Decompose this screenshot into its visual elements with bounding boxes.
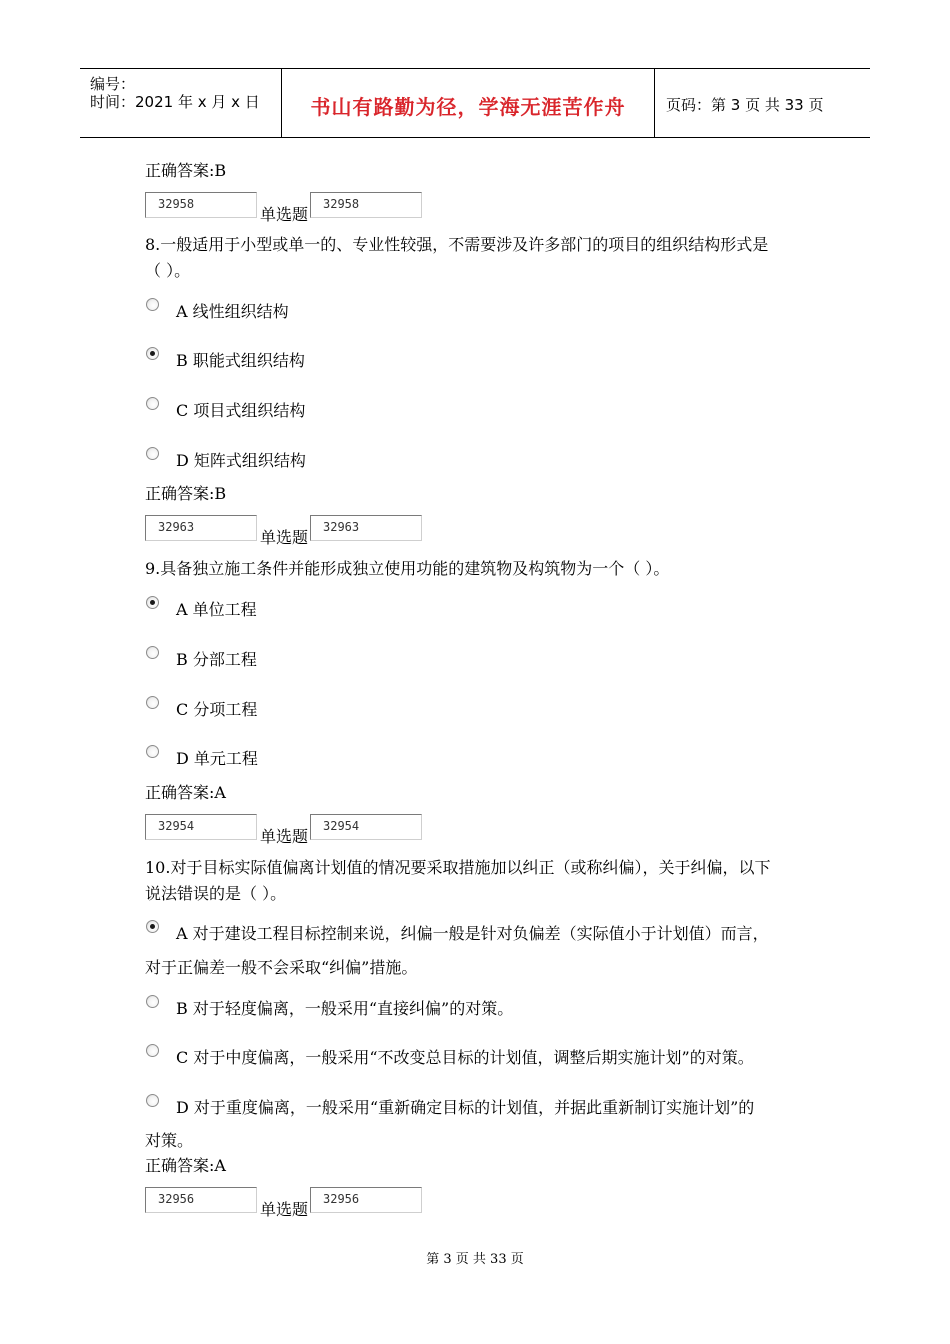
q8-option-b-label: B 职能式组织结构 xyxy=(176,351,305,370)
q7-type-label: 单选题 xyxy=(260,205,309,224)
q9-option-b-radio[interactable] xyxy=(146,646,159,659)
page-footer: 第 3 页 共 33 页 xyxy=(426,1252,524,1267)
q10-stem-cont: 说法错误的是（ ）。 xyxy=(145,884,287,903)
header-page-info: 页码：第 3 页 共 33 页 xyxy=(666,96,824,114)
q10-option-a-radio[interactable] xyxy=(146,920,159,933)
q10-option-b-radio[interactable] xyxy=(146,995,159,1008)
q8-id-field[interactable]: 32963 xyxy=(145,515,257,541)
q10-option-c-radio[interactable] xyxy=(146,1044,159,1057)
q7-id-field[interactable]: 32958 xyxy=(145,192,257,218)
q8-option-a-radio[interactable] xyxy=(146,298,159,311)
q10-type-label: 单选题 xyxy=(260,1200,309,1219)
q10-option-d-label: D 对于重度偏离，一般采用“重新确定目标的计划值，并据此重新制订实施计划”的 xyxy=(176,1098,755,1117)
q10-option-a-label: A 对于建设工程目标控制来说，纠偏一般是针对负偏差（实际值小于计划值）而言， xyxy=(176,924,769,943)
q9-correct-answer: 正确答案:A xyxy=(145,783,226,802)
q10-stem: 10.对于目标实际值偏离计划值的情况要采取措施加以纠正（或称纠偏），关于纠偏，以下 xyxy=(145,858,771,877)
q8-correct-answer: 正确答案:B xyxy=(145,484,227,503)
q9-id-field[interactable]: 32954 xyxy=(145,814,257,840)
q9-option-d-label: D 单元工程 xyxy=(176,749,258,768)
page-header xyxy=(80,68,870,138)
q10-option-d-radio[interactable] xyxy=(146,1094,159,1107)
q8-option-b-radio[interactable] xyxy=(146,347,159,360)
q10-option-c-label: C 对于中度偏离，一般采用“不改变总目标的计划值，调整后期实施计划”的对策。 xyxy=(176,1048,754,1067)
q9-stem: 9.具备独立施工条件并能形成独立使用功能的建筑物及构筑物为一个（ ）。 xyxy=(145,559,670,578)
q9-option-b-label: B 分部工程 xyxy=(176,650,257,669)
document-time-label: 时间：2021 年 x 月 x 日 xyxy=(90,93,260,111)
q7-correct-answer: 正确答案:B xyxy=(145,161,227,180)
q9-option-a-radio[interactable] xyxy=(146,596,159,609)
header-left-cell xyxy=(80,69,280,137)
q10-id-field[interactable]: 32956 xyxy=(145,1187,257,1213)
q8-option-c-radio[interactable] xyxy=(146,397,159,410)
header-right-cell xyxy=(654,69,870,137)
q10-option-b-label: B 对于轻度偏离，一般采用“直接纠偏”的对策。 xyxy=(176,999,514,1018)
q9-option-c-label: C 分项工程 xyxy=(176,700,258,719)
q8-id-field-2[interactable]: 32963 xyxy=(310,515,422,541)
q9-option-c-radio[interactable] xyxy=(146,696,159,709)
q8-option-c-label: C 项目式组织结构 xyxy=(176,401,306,420)
header-middle-cell xyxy=(281,69,655,137)
q8-stem-cont: （ ）。 xyxy=(145,261,191,280)
q8-option-d-radio[interactable] xyxy=(146,447,159,460)
q8-type-label: 单选题 xyxy=(260,528,309,547)
q8-option-d-label: D 矩阵式组织结构 xyxy=(176,451,306,470)
q10-id-field-2[interactable]: 32956 xyxy=(310,1187,422,1213)
q10-option-d-label-cont: 对策。 xyxy=(145,1131,194,1150)
q10-correct-answer: 正确答案:A xyxy=(145,1156,226,1175)
header-motto: 书山有路勤为径，学海无涯苦作舟 xyxy=(310,95,626,119)
q9-type-label: 单选题 xyxy=(260,827,309,846)
q9-option-a-label: A 单位工程 xyxy=(176,600,257,619)
q9-id-field-2[interactable]: 32954 xyxy=(310,814,422,840)
q10-option-a-label-cont: 对于正偏差一般不会采取“纠偏”措施。 xyxy=(145,958,418,977)
q7-id-field-2[interactable]: 32958 xyxy=(310,192,422,218)
document-number-label: 编号： xyxy=(90,75,136,93)
q8-stem: 8.一般适用于小型或单一的、专业性较强，不需要涉及许多部门的项目的组织结构形式是 xyxy=(145,235,769,254)
q8-option-a-label: A 线性组织结构 xyxy=(176,302,289,321)
q9-option-d-radio[interactable] xyxy=(146,745,159,758)
